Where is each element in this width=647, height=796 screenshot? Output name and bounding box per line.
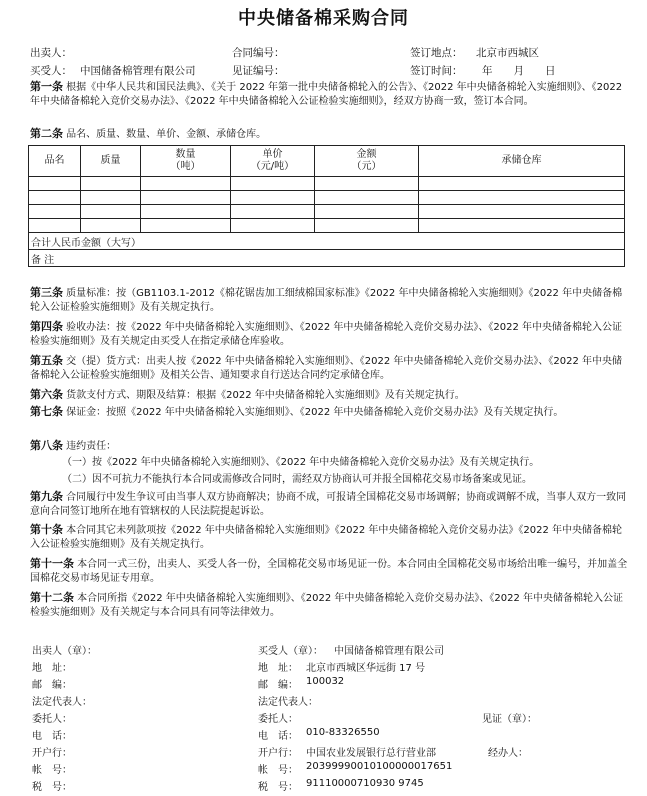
table-row <box>29 177 625 191</box>
seller-account: 帐 号： <box>32 765 72 776</box>
buyer-value: 中国储备棉管理有限公司 <box>80 65 196 77</box>
total-row <box>29 233 625 250</box>
col-header-warehouse: 承储仓库 <box>419 146 625 177</box>
goods-table <box>28 145 625 267</box>
seller-legal-rep: 法定代表人： <box>32 697 92 708</box>
clause-6-head: 第六条 <box>30 388 63 401</box>
col-header-name: 品名 <box>29 146 81 177</box>
buyer-bank-value: 中国农业发展银行总行营业部 <box>306 748 436 759</box>
clause-8 <box>30 439 630 454</box>
col-header-amount: 金额 （元） <box>315 146 419 177</box>
buyer-postcode: 邮 编： <box>258 680 298 691</box>
buyer-address: 地 址： <box>258 663 298 674</box>
clause-6 <box>30 388 630 403</box>
clause-5-text: 交（提）货方式：出卖人按《2022 年中央储备棉轮入实施细则》、《2022 年中央储备棉轮入竞价交易办法》、《2022 年中央储备棉轮入公证检验实施细则》及相关公告、通知要求自行送达合同约定承储仓库。 <box>30 356 623 381</box>
col-header-price: 单价 （元/吨） <box>231 146 315 177</box>
clause-4 <box>30 320 630 349</box>
sign-time-value: 年 月 日 <box>482 65 556 77</box>
seller-bank: 开户行： <box>32 748 72 759</box>
buyer-account: 帐 号： <box>258 765 298 776</box>
seller-postcode: 邮 编： <box>32 680 72 691</box>
clause-6-text: 货款支付方式、期限及结算：根据《2022 年中央储备棉轮入实施细则》及有关规定执行。 <box>63 390 465 401</box>
clause-7 <box>30 405 630 420</box>
buyer-bank: 开户行： <box>258 748 298 759</box>
clause-3-head: 第三条 <box>30 286 63 299</box>
clause-2 <box>30 127 630 142</box>
clause-5-head: 第五条 <box>30 354 63 367</box>
table-row <box>29 219 625 233</box>
clause-9-head: 第九条 <box>30 490 63 503</box>
witness-title: 见证（章）： <box>482 714 537 725</box>
table-row <box>29 191 625 205</box>
remark-row <box>29 250 625 267</box>
clause-8-sub-2: （二）因不可抗力不能执行本合同或需修改合同时，需经双方协商认可并报全国棉花交易市场备案或见证。 <box>62 474 532 485</box>
table-row <box>29 205 625 219</box>
clause-11-head: 第十一条 <box>30 557 74 570</box>
clause-3-text: 质量标准：按（GB1103.1-2012《棉花锯齿加工细绒棉国家标准》《2022 年中央储备棉轮入实施细则》《2022 年中央储备棉轮入公证检验实施细则》及有关规定执行。 <box>30 288 623 313</box>
clause-1-head: 第一条 <box>30 80 63 93</box>
buyer-tax-value: 91110000710930 9745 <box>306 778 424 789</box>
clause-12-text: 本合同所指《2022 年中央储备棉轮入实施细则》、《2022 年中央储备棉轮入竞价交易办法》、《2022 年中央储备棉轮入公证检验实施细则》及有关规定与本合同具有同等法律效力。 <box>30 593 624 618</box>
buyer-title: 买受人（章）： <box>258 646 323 657</box>
clause-2-text: 品名、质量、数量、单价、金额、承储仓库。 <box>63 129 267 140</box>
clause-1 <box>30 80 630 109</box>
clause-8-text: 违约责任： <box>63 441 117 452</box>
clause-10-head: 第十条 <box>30 523 63 536</box>
remark-label: 备 注 <box>29 250 625 267</box>
buyer-postcode-value: 100032 <box>306 676 345 687</box>
contract-no-label: 合同编号： <box>232 47 285 59</box>
clause-7-text: 保证金：按照《2022 年中央储备棉轮入实施细则》、《2022 年中央储备棉轮入竞价交易办法》及有关规定执行。 <box>63 407 564 418</box>
witness-handler: 经办人： <box>488 748 528 759</box>
buyer-address-value: 北京市西城区华远街 17 号 <box>306 663 426 674</box>
buyer-account-value: 20399990010100000017651 <box>306 761 453 772</box>
sign-place-label: 签订地点： <box>410 47 463 59</box>
sign-place-value: 北京市西城区 <box>476 47 539 59</box>
seller-phone: 电 话： <box>32 731 72 742</box>
clause-5 <box>30 354 630 383</box>
clause-11 <box>30 557 630 586</box>
clause-10-text: 本合同其它未列款项按《2022 年中央储备棉轮入实施细则》《2022 年中央储备棉轮入竞价交易办法》《2022 年中央储备棉轮入公证检验实施细则》及有关规定执行。 <box>30 525 623 550</box>
col-header-quantity: 数量 （吨） <box>141 146 231 177</box>
clause-4-head: 第四条 <box>30 320 63 333</box>
clause-2-head: 第二条 <box>30 127 63 140</box>
seller-agent: 委托人： <box>32 714 72 725</box>
buyer-label: 买受人： <box>30 65 72 77</box>
clause-10 <box>30 523 630 552</box>
clause-12-head: 第十二条 <box>30 591 74 604</box>
col-header-quality: 质量 <box>81 146 141 177</box>
buyer-phone: 电 话： <box>258 731 298 742</box>
seller-tax: 税 号： <box>32 782 72 793</box>
clause-9-text: 合同履行中发生争议可由当事人双方协商解决；协商不成，可报请全国棉花交易市场调解；协商或调解不成，当事人双方一致同意向合同签订地所在地有管辖权的人民法院提起诉讼。 <box>30 492 627 517</box>
table-header-row <box>29 146 625 177</box>
buyer-title-value: 中国储备棉管理有限公司 <box>334 646 444 657</box>
witness-no-label: 见证编号： <box>232 65 285 77</box>
total-label: 合计人民币金额（大写） <box>29 233 625 250</box>
seller-title: 出卖人（章）： <box>32 646 97 657</box>
seller-address: 地 址： <box>32 663 72 674</box>
clause-8-head: 第八条 <box>30 439 63 452</box>
clause-8-sub-1: （一）按《2022 年中央储备棉轮入实施细则》、《2022 年中央储备棉轮入竞价交易办法》及有关规定执行。 <box>62 457 540 468</box>
clause-11-text: 本合同一式三份，出卖人、买受人各一份，全国棉花交易市场见证一份。本合同由全国棉花交易市场给出唯一编号，并加盖全国棉花交易市场见证专用章。 <box>30 559 628 584</box>
buyer-phone-value: 010-83326550 <box>306 727 380 738</box>
buyer-agent: 委托人： <box>258 714 298 725</box>
buyer-legal-rep: 法定代表人： <box>258 697 318 708</box>
clause-3 <box>30 286 630 315</box>
clause-12 <box>30 591 630 620</box>
seller-label: 出卖人： <box>30 47 72 59</box>
clause-1-text: 根据《中华人民共和国民法典》、《关于 2022 年第一批中央储备棉轮入的公告》、《2022 年中央储备棉轮入实施细则》、《2022 年中央储备棉轮入竞价交易办法》、《2022 年中央储备棉轮入公证检验实施细则》，经双方协商一致，签订本合同。 <box>30 82 623 107</box>
clause-4-text: 验收办法：按《2022 年中央储备棉轮入实施细则》、《2022 年中央储备棉轮入竞价交易办法》、《2022 年中央储备棉轮入公证检验实施细则》及有关规定由买受人在指定承储仓库验收。 <box>30 322 623 347</box>
buyer-tax: 税 号： <box>258 782 298 793</box>
sign-time-label: 签订时间： <box>410 65 463 77</box>
page-title: 中央储备棉采购合同 <box>238 8 409 29</box>
clause-7-head: 第七条 <box>30 405 63 418</box>
clause-9 <box>30 490 630 519</box>
